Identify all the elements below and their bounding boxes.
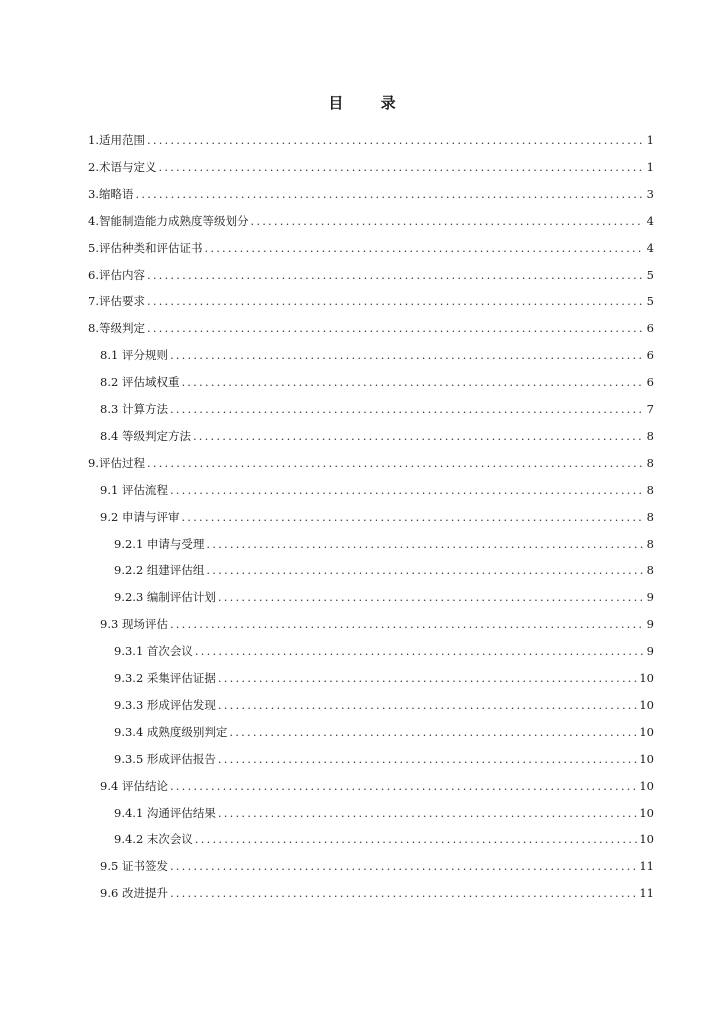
toc-entry-label: 9.2.2 组建评估组 (114, 563, 205, 578)
toc-entry-label: 9.3.3 形成评估发现 (114, 697, 216, 712)
toc-entry[interactable] (114, 805, 654, 821)
toc-entry[interactable] (114, 536, 654, 552)
toc-entry[interactable] (100, 347, 654, 363)
toc-entry-label: 9.3.4 成熟度级别判定 (114, 724, 228, 739)
toc-entry[interactable] (100, 401, 654, 417)
toc-leader-dots (147, 267, 644, 283)
toc-leader-dots (170, 401, 644, 417)
toc-entry-page: 11 (639, 859, 654, 874)
toc-leader-dots (206, 536, 644, 552)
toc-entry-page: 3 (646, 186, 654, 201)
toc-entry-page: 11 (639, 886, 654, 901)
toc-entry-page: 6 (646, 375, 654, 390)
toc-leader-dots (147, 132, 644, 148)
toc-entry[interactable] (114, 697, 654, 713)
toc-entry-label: 8.3 计算方法 (100, 402, 168, 416)
toc-entry-label: 8.4 等级判定方法 (100, 428, 191, 443)
toc-entry-label: 7.评估要求 (88, 294, 145, 309)
toc-leader-dots (170, 885, 637, 901)
toc-entry[interactable] (114, 670, 654, 686)
toc-entry-page: 8 (646, 482, 654, 497)
toc-entry-label: 9.5 证书签发 (100, 859, 168, 874)
toc-entry[interactable] (114, 831, 654, 847)
toc-entry-label: 9.3.1 首次会议 (114, 644, 193, 659)
toc-leader-dots (158, 159, 644, 175)
toc-leader-dots (170, 778, 637, 794)
toc-leader-dots (147, 320, 644, 336)
toc-entry[interactable] (88, 132, 654, 148)
toc-entry-page: 4 (646, 240, 654, 255)
toc-entry-label: 8.2 评估域权重 (100, 375, 180, 390)
toc-entry-label: 8.1 评分规则 (100, 348, 168, 363)
toc-leader-dots (204, 240, 644, 256)
toc-leader-dots (170, 347, 644, 363)
toc-leader-dots (206, 562, 644, 578)
toc-leader-dots (218, 670, 637, 686)
toc-leader-dots (195, 831, 637, 847)
toc-entry[interactable] (114, 724, 654, 740)
toc-leader-dots (218, 805, 637, 821)
toc-entry-page: 8 (646, 536, 654, 551)
toc-leader-dots (218, 751, 637, 767)
toc-entry-page: 5 (646, 294, 654, 309)
toc-entry-page: 10 (639, 724, 654, 739)
toc-leader-dots (135, 186, 644, 202)
toc-entry[interactable] (88, 320, 654, 336)
toc-entry-label: 9.2 申请与评审 (100, 509, 180, 524)
toc-entry-page: 7 (646, 402, 654, 416)
toc-entry-page: 10 (639, 805, 654, 820)
toc-entry-page: 10 (639, 697, 654, 712)
toc-entry-page: 1 (646, 159, 654, 174)
toc-entry-page: 10 (639, 832, 654, 847)
toc-entry[interactable] (100, 858, 654, 874)
toc-entry[interactable] (114, 643, 654, 659)
toc-entry-label: 9.4 评估结论 (100, 778, 168, 793)
toc-leader-dots (181, 509, 644, 525)
toc-leader-dots (147, 293, 644, 309)
toc-entry-label: 4.智能制造能力成熟度等级划分 (88, 213, 249, 228)
toc-entry[interactable] (100, 428, 654, 444)
toc-entry-page: 10 (639, 751, 654, 766)
toc-entry[interactable] (88, 213, 654, 229)
toc-entry-label: 9.3.2 采集评估证据 (114, 671, 216, 685)
toc-entry[interactable] (88, 186, 654, 202)
toc-entry-label: 9.2.1 申请与受理 (114, 536, 205, 551)
toc-entry-label: 6.评估内容 (88, 267, 145, 282)
toc-entry-label: 9.4.1 沟通评估结果 (114, 805, 216, 820)
toc-entry-page: 9 (646, 644, 654, 659)
toc-entry[interactable] (114, 562, 654, 578)
toc-entry[interactable] (88, 267, 654, 283)
toc-entry-label: 9.评估过程 (88, 455, 145, 470)
toc-entry-label: 3.缩略语 (88, 186, 134, 201)
toc-entry[interactable] (114, 751, 654, 767)
toc-entry-page: 9 (646, 590, 654, 605)
toc-entry[interactable] (100, 616, 654, 632)
toc-entry-label: 2.术语与定义 (88, 159, 157, 174)
toc-entry-page: 10 (639, 778, 654, 793)
toc-entry-page: 1 (646, 133, 654, 147)
toc-entry-page: 6 (646, 348, 654, 363)
toc-entry-label: 9.6 改进提升 (100, 886, 168, 901)
toc-entry-page: 9 (646, 617, 654, 632)
toc-leader-dots (170, 616, 644, 632)
toc-leader-dots (229, 724, 637, 740)
toc-entry[interactable] (100, 374, 654, 390)
toc-entry-page: 6 (646, 321, 654, 336)
toc-entry-page: 8 (646, 428, 654, 443)
toc-entry-page: 8 (646, 563, 654, 578)
toc-title: 目 录 (328, 94, 412, 112)
toc-entry-label: 9.1 评估流程 (100, 482, 168, 497)
toc-entry-page: 8 (646, 509, 654, 524)
toc-entry[interactable] (88, 240, 654, 256)
toc-entry-page: 5 (646, 267, 654, 282)
toc-entry-label: 9.2.3 编制评估计划 (114, 590, 216, 605)
toc-leader-dots (250, 213, 644, 229)
toc-entry[interactable] (88, 293, 654, 309)
toc-entry-page: 10 (639, 671, 654, 685)
toc-entry[interactable] (100, 778, 654, 794)
toc-entry[interactable] (100, 509, 654, 525)
toc-entry[interactable] (88, 159, 654, 175)
toc-entry-label: 5.评估种类和评估证书 (88, 240, 203, 255)
toc-entry[interactable] (114, 589, 654, 605)
toc-leader-dots (193, 428, 644, 444)
toc-leader-dots (218, 697, 637, 713)
toc-leader-dots (170, 482, 644, 498)
toc-entry-label: 8.等级判定 (88, 321, 145, 336)
toc-leader-dots (181, 374, 644, 390)
toc-entry-page: 8 (646, 455, 654, 470)
toc-entry-label: 9.3.5 形成评估报告 (114, 751, 216, 766)
toc-leader-dots (147, 455, 644, 471)
toc-entry[interactable] (100, 885, 654, 901)
toc-entry[interactable] (88, 455, 654, 471)
toc-entry-label: 9.3 现场评估 (100, 617, 168, 632)
toc-leader-dots (218, 589, 644, 605)
toc-leader-dots (195, 643, 644, 659)
toc-entry-page: 4 (646, 213, 654, 228)
toc-entry-label: 9.4.2 末次会议 (114, 832, 193, 847)
toc-leader-dots (170, 858, 637, 874)
toc-entry[interactable] (100, 482, 654, 498)
toc-entry-label: 1.适用范围 (88, 133, 145, 147)
